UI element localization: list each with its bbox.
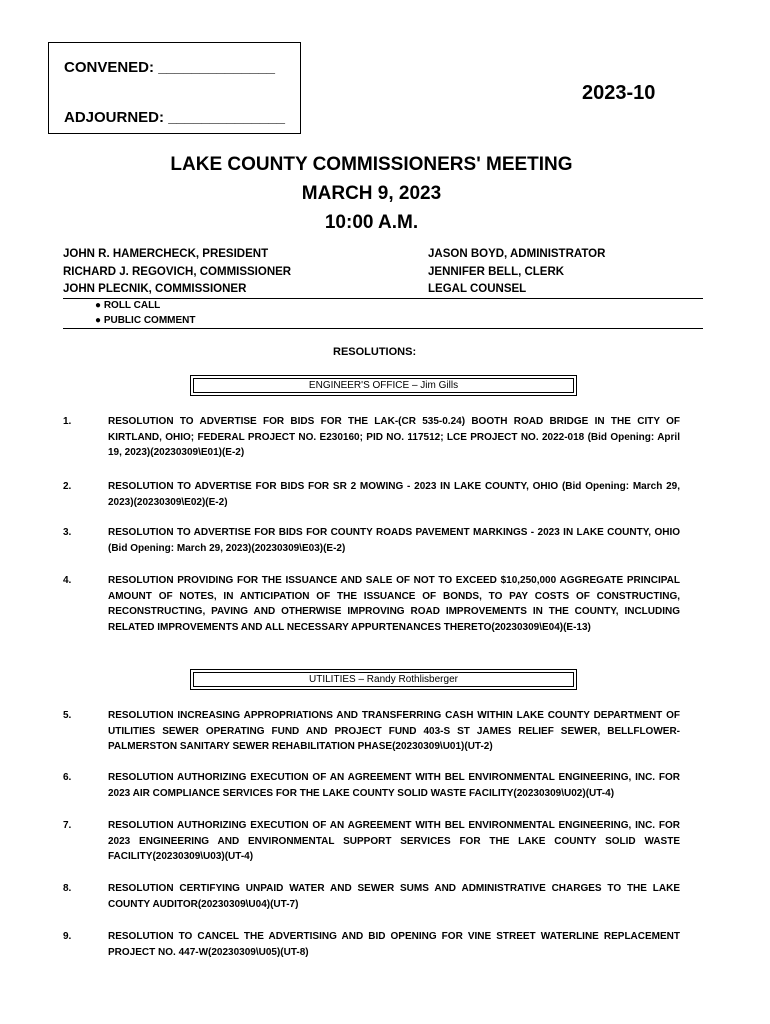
divider-line xyxy=(63,328,703,329)
resolution-item xyxy=(63,818,680,865)
document-number: 2023-10 xyxy=(582,82,656,104)
official-name: RICHARD J. REGOVICH, COMMISSIONER xyxy=(63,265,292,278)
item-text: RESOLUTION AUTHORIZING EXECUTION OF AN AGREEMENT WITH BEL ENVIRONMENTAL ENGINEERING, INC. FOR 2023 ENGINEERING AND ENVIRONMENTAL SUPPORT SERVICES FOR THE LAKE COUNTY SOLID WASTE FACILITY(20230309\U03)(UT-4) xyxy=(108,820,680,862)
resolution-item xyxy=(63,708,680,755)
section-title: UTILITIES – Randy Rothlisberger xyxy=(193,672,574,687)
item-text: RESOLUTION TO CANCEL THE ADVERTISING AND BID OPENING FOR VINE STREET WATERLINE REPLACEMENT PROJECT NO. 447-W(20230309\U05)(UT-8) xyxy=(108,931,680,958)
resolution-item xyxy=(63,573,680,635)
item-number: 9. xyxy=(63,931,72,942)
adjourned-label: ADJOURNED: xyxy=(64,109,165,126)
commissioners-list xyxy=(63,246,291,299)
bullet-item: ● PUBLIC COMMENT xyxy=(95,315,196,326)
official-name: LEGAL COUNSEL xyxy=(428,283,527,295)
item-number: 2. xyxy=(63,481,72,492)
item-text: RESOLUTION TO ADVERTISE FOR BIDS FOR COUNTY ROADS PAVEMENT MARKINGS - 2023 IN LAKE COUNTY, OHIO (Bid Opening: March 29, 2023)(20230309\E03)(E-2) xyxy=(108,527,680,554)
bullet-item: ● ROLL CALL xyxy=(95,300,161,311)
item-text: RESOLUTION CERTIFYING UNPAID WATER AND SEWER SUMS AND ADMINISTRATIVE CHARGES TO THE LAKE COUNTY AUDITOR(20230309\U04)(UT-7) xyxy=(108,883,680,910)
adjourned-line xyxy=(64,109,285,126)
item-text: RESOLUTION TO ADVERTISE FOR BIDS FOR THE LAK-(CR 535-0.24) BOOTH ROAD BRIDGE IN THE CITY OF KIRTLAND, OHIO; FEDERAL PROJECT NO. E230160; PID NO. 117512; LCE PROJECT NO. 2022-018 (Bid Opening: April 19, 2023)(20230309\E01)(E-2) xyxy=(108,416,680,458)
section-title: ENGINEER'S OFFICE – Jim Gills xyxy=(193,378,574,393)
convened-blank: ______________ xyxy=(158,59,275,76)
convened-line xyxy=(64,59,275,76)
item-number: 3. xyxy=(63,527,72,538)
resolution-item xyxy=(63,479,680,510)
official-name: JOHN R. HAMERCHECK, PRESIDENT xyxy=(63,248,269,260)
resolution-item xyxy=(63,525,680,556)
item-number: 4. xyxy=(63,575,72,586)
item-text: RESOLUTION PROVIDING FOR THE ISSUANCE AND SALE OF NOT TO EXCEED $10,250,000 AGGREGATE PRINCIPAL AMOUNT OF NOTES, IN ANTICIPATION OF THE ISSUANCE OF BONDS, TO PAY COSTS OF CONSTRUCTING, RECONSTRUCTING, PAVING AND OTHERWISE IMPROVING ROAD IMPROVEMENTS IN THE COUNTY, INCLUDING RELATED IMPROVEMENTS AND ALL NECESSARY APPURTENANCES THERETO(20230309\E04)(E-13) xyxy=(108,575,680,633)
official-name: JENNIFER BELL, CLERK xyxy=(428,265,565,278)
section-header-utilities xyxy=(190,669,577,690)
item-text: RESOLUTION INCREASING APPROPRIATIONS AND TRANSFERRING CASH WITHIN LAKE COUNTY DEPARTMENT OF UTILITIES SEWER OPERATING FUND AND PROJECT FUND 403-S ST JAMES RELIEF SEWER, BELLFLOWER-PALMERSTON SANITARY SEWER REHABILITATION PHASE(20230309\U01)(UT-2) xyxy=(108,710,680,752)
resolution-item xyxy=(63,414,680,461)
item-text: RESOLUTION AUTHORIZING EXECUTION OF AN AGREEMENT WITH BEL ENVIRONMENTAL ENGINEERING, INC. FOR 2023 AIR COMPLIANCE SERVICES FOR THE LAKE COUNTY SOLID WASTE FACILITY(20230309\U02)(UT-4) xyxy=(108,772,680,799)
meeting-time: 10:00 A.M. xyxy=(324,212,419,233)
official-name: JOHN PLECNIK, COMMISSIONER xyxy=(63,283,247,295)
agenda-bullets xyxy=(95,298,195,328)
convened-adjourned-box xyxy=(48,42,301,134)
resolution-item xyxy=(63,770,680,801)
adjourned-blank: ______________ xyxy=(168,109,285,126)
item-number: 8. xyxy=(63,883,72,894)
item-number: 5. xyxy=(63,710,72,721)
section-header-engineer xyxy=(190,375,577,396)
resolution-item xyxy=(63,929,680,960)
staff-list xyxy=(428,246,605,299)
meeting-date: MARCH 9, 2023 xyxy=(301,183,442,204)
convened-label: CONVENED: xyxy=(64,59,155,76)
item-number: 1. xyxy=(63,416,72,427)
resolution-item xyxy=(63,881,680,912)
item-number: 6. xyxy=(63,772,72,783)
item-text: RESOLUTION TO ADVERTISE FOR BIDS FOR SR 2 MOWING - 2023 IN LAKE COUNTY, OHIO (Bid Opening: March 29, 2023)(20230309\E02)(E-2) xyxy=(108,481,680,508)
item-number: 7. xyxy=(63,820,72,831)
meeting-title: LAKE COUNTY COMMISSIONERS' MEETING xyxy=(170,154,573,175)
official-name: JASON BOYD, ADMINISTRATOR xyxy=(428,248,606,260)
resolutions-heading: RESOLUTIONS: xyxy=(333,346,417,358)
